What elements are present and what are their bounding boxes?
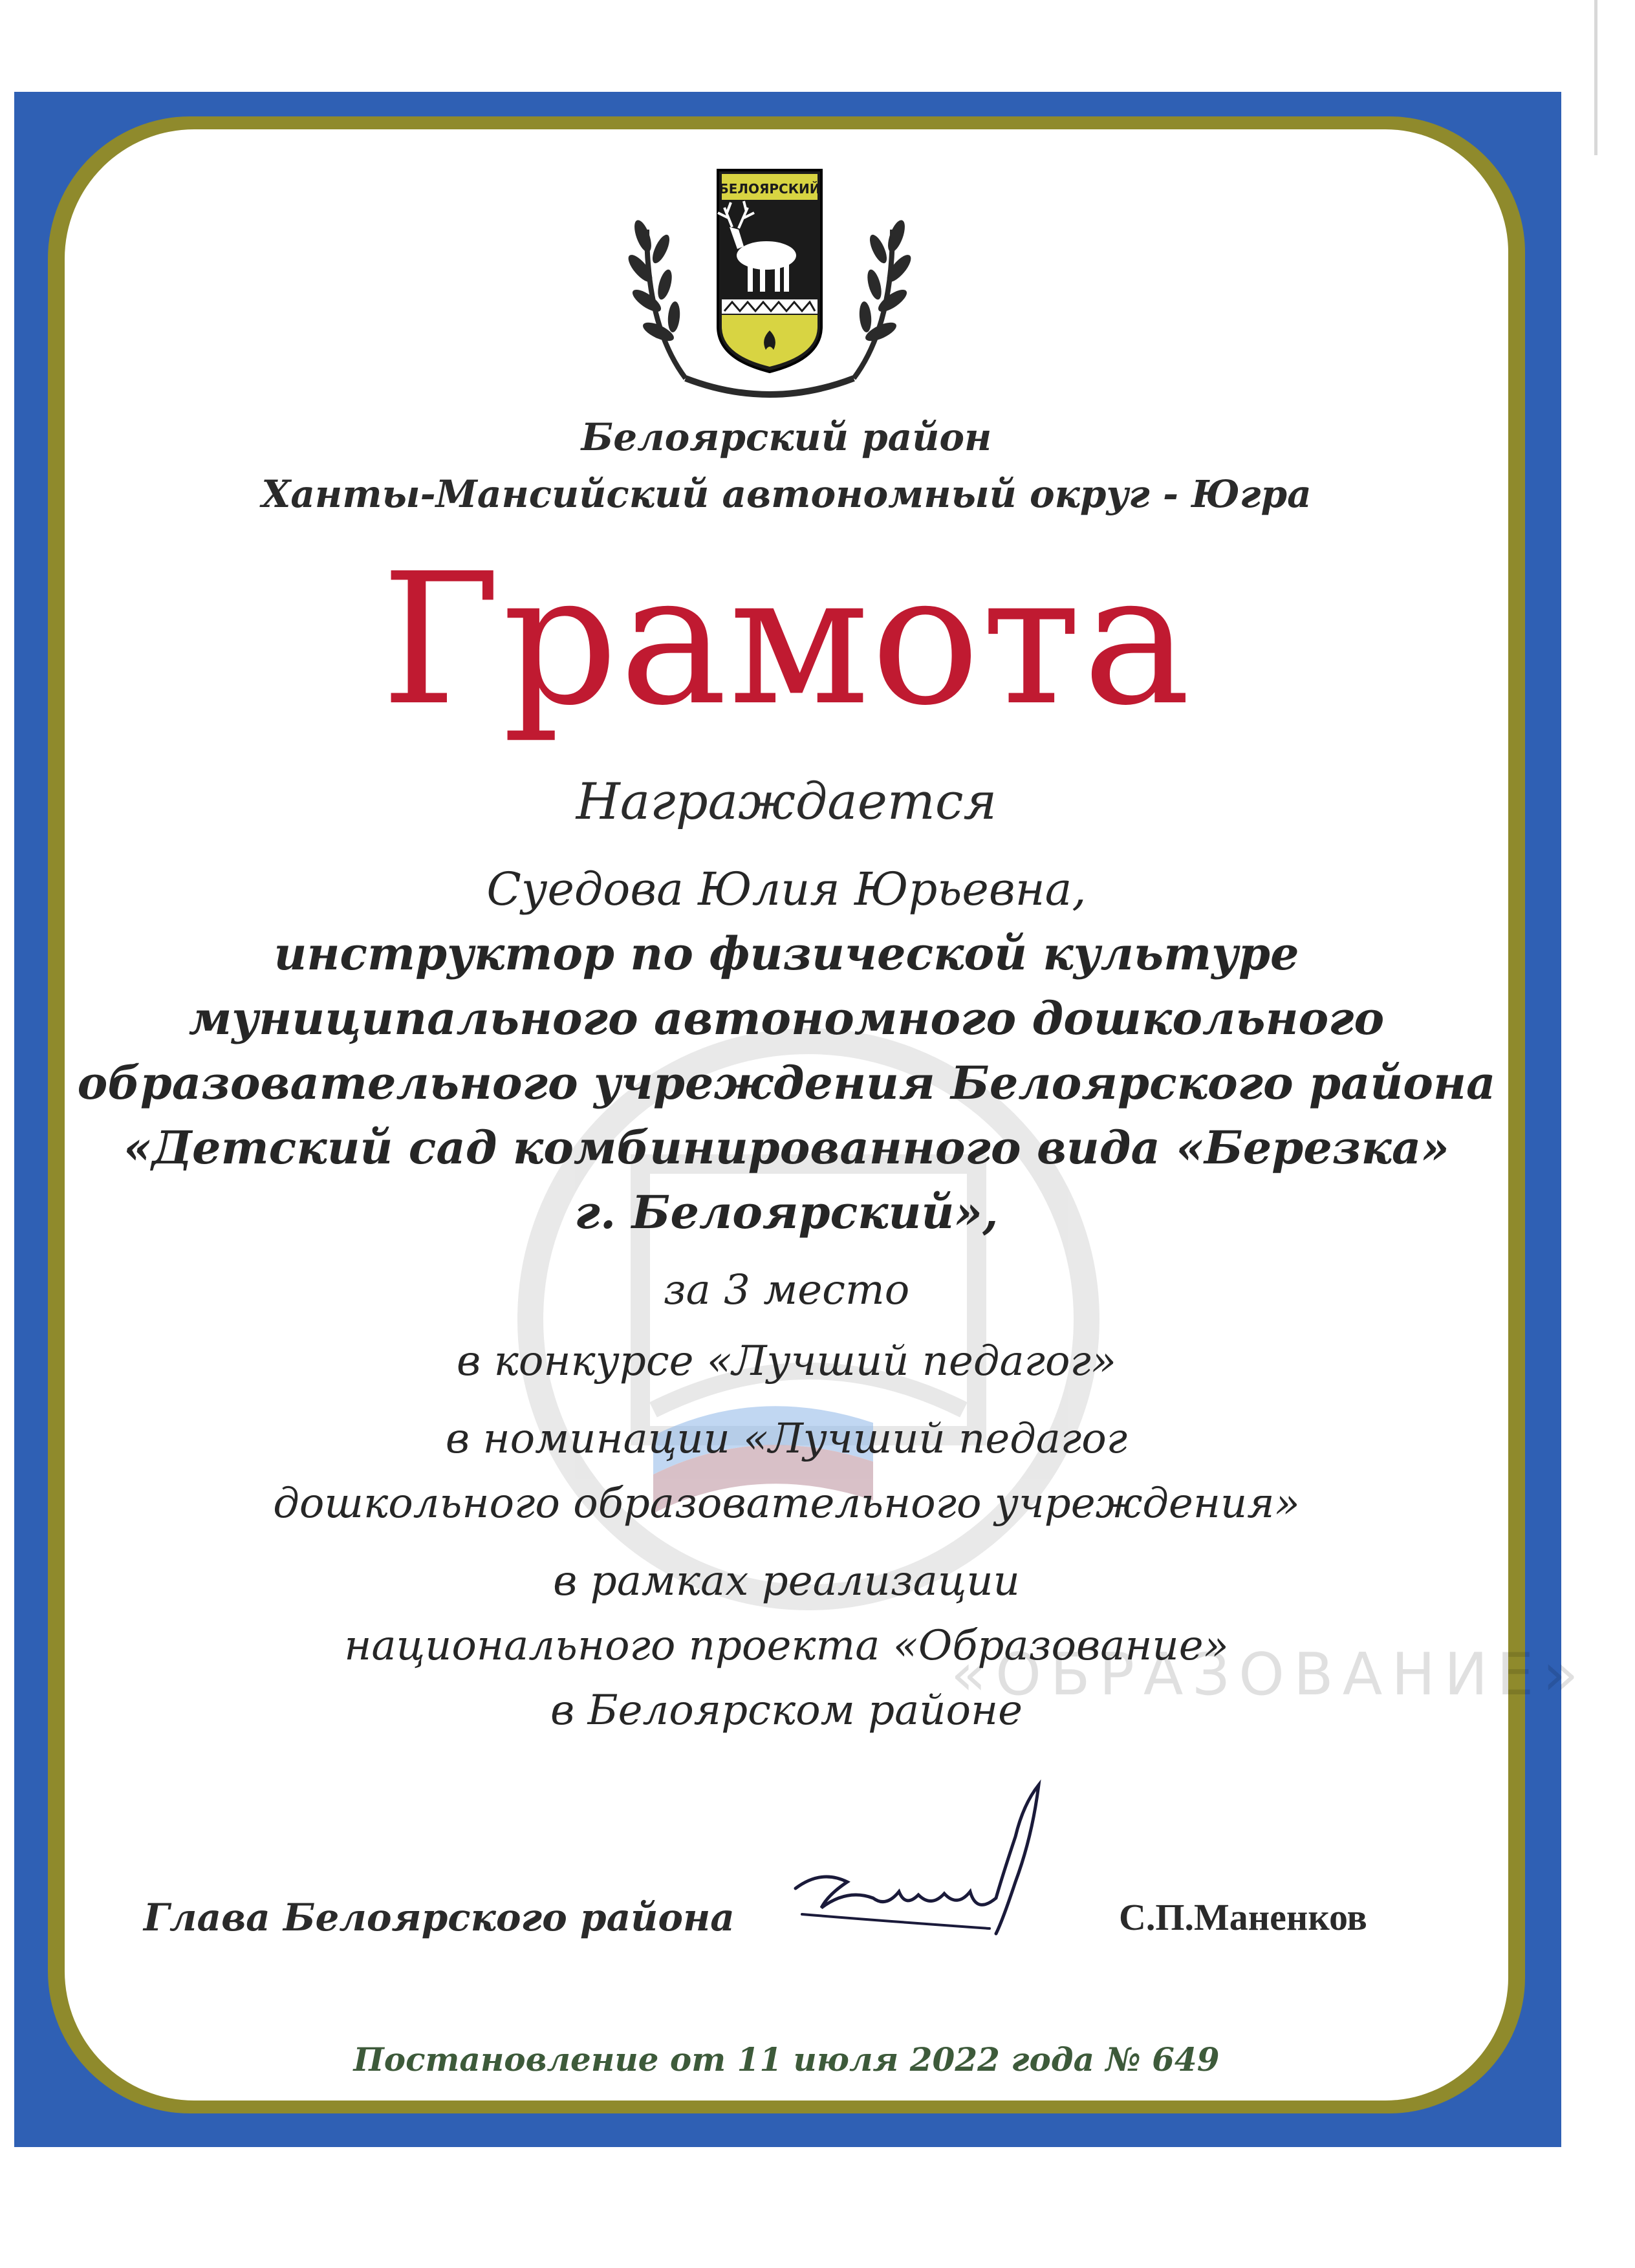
project-line: национального проекта «Образование» [344,1622,1229,1670]
scan-edge-mark [1594,0,1597,155]
achievement-nomination: в номинации «Лучший педагог [445,1415,1128,1463]
recipient-position-line: инструктор по физической культуре [274,927,1299,980]
watermark-bottom-text: «ОБРАЗОВАНИЕ» [951,1641,1588,1709]
project-line: в рамках реализации [553,1557,1020,1605]
recipient-position-line: муниципального автономного дошкольного [188,991,1385,1045]
signatory-name: С.П.Маненков [1119,1896,1367,1938]
achievement-contest: в конкурсе «Лучший педагог» [457,1337,1116,1385]
recipient-position-line: «Детский сад комбинированного вида «Березка» [124,1121,1449,1174]
coat-of-arms-icon [621,165,918,411]
handwritten-signature-icon [783,1759,1054,1953]
okrug-name: Ханты-Мансийский автономный округ - Югра [261,472,1312,516]
decree-reference: Постановление от 11 июля 2022 года № 649 [353,2040,1220,2079]
recipient-position-line: образовательного учреждения Белоярского района [77,1056,1496,1110]
project-line: в Белоярском районе [550,1687,1023,1734]
certificate-title: Грамота [381,535,1192,746]
district-name: Белоярский район [581,415,992,459]
emblem-shield-text: БЕЛОЯРСКИЙ [719,181,821,197]
achievement-place: за 3 место [663,1266,910,1314]
signatory-title: Глава Белоярского района [144,1895,735,1939]
achievement-nomination: дошкольного образовательного учреждения» [273,1480,1300,1528]
recipient-position-line: г. Белоярский», [574,1185,999,1239]
awarded-label: Награждается [576,773,997,831]
recipient-name: Суедова Юлия Юрьевна, [486,863,1087,916]
